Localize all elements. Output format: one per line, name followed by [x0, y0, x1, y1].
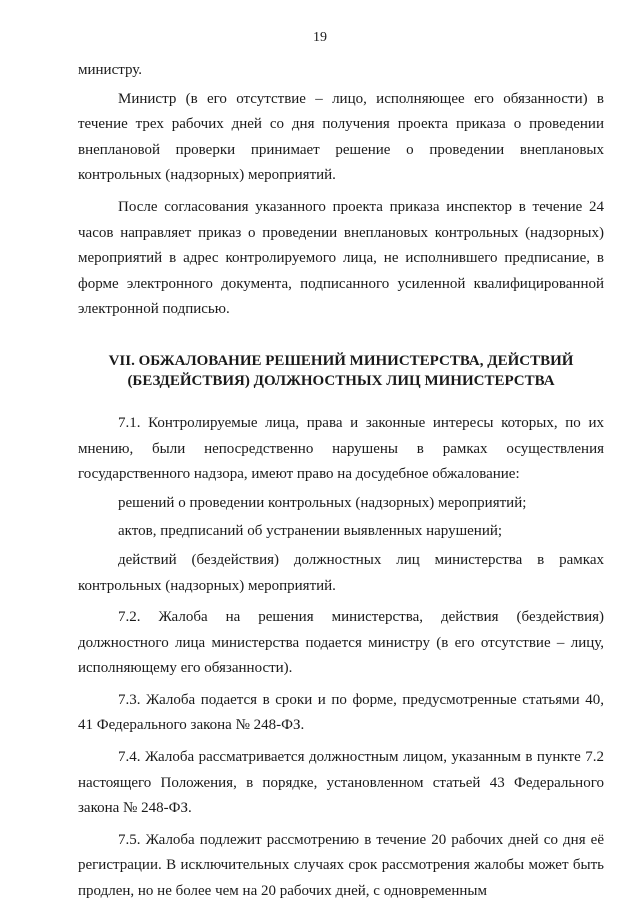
paragraph: Министр (в его отсутствие – лицо, исполняющее его обязанности) в течение трех рабочих дней со дня получения проекта приказа о проведении внеплановой проверки принимает решение о проведении внеплановых контрольных (надзорных) мероприятий.	[78, 90, 604, 184]
paragraph: 7.2. Жалоба на решения министерства, действия (бездействия) должностного лица министерства подается министру (в его отсутствие – лицу, исполняющему его обязанности).	[78, 609, 604, 677]
paragraph: министру.	[78, 62, 143, 78]
paragraph: 7.4. Жалоба рассматривается должностным лицом, указанным в пункте 7.2 настоящего Положения, в порядке, установленном статьей 43 Федерального закона № 248-ФЗ.	[78, 749, 604, 817]
section-heading-line2: (БЕЗДЕЙСТВИЯ) ДОЛЖНОСТНЫХ ЛИЦ МИНИСТЕРСТВА	[127, 372, 555, 389]
paragraph: 7.5. Жалоба подлежит рассмотрению в течение 20 рабочих дней со дня её регистрации. В исключительных случаях срок рассмотрения жалобы может быть продлен, но не более чем на 20 рабочих дней, с одновременным	[78, 831, 604, 900]
section-heading	[78, 351, 604, 391]
paragraph: 7.3. Жалоба подается в сроки и по форме, предусмотренные статьями 40, 41 Федерального закона № 248-ФЗ.	[78, 691, 604, 734]
list-item: действий (бездействия) должностных лиц министерства в рамках контрольных (надзорных) мероприятий.	[78, 551, 604, 594]
document-body	[78, 58, 604, 905]
list-item: актов, предписаний об устранении выявленных нарушений;	[118, 523, 503, 540]
page-number: 19	[313, 30, 327, 45]
paragraph: 7.1. Контролируемые лица, права и законные интересы которых, по их мнению, были непосредственно нарушены в рамках осуществления государственного надзора, имеют право на досудебное обжалование:	[78, 414, 604, 483]
section-heading-line1: VII. ОБЖАЛОВАНИЕ РЕШЕНИЙ МИНИСТЕРСТВА, ДЕЙСТВИЙ	[108, 352, 574, 369]
list-item: решений о проведении контрольных (надзорных) мероприятий;	[118, 494, 527, 511]
paragraph: После согласования указанного проекта приказа инспектор в течение 24 часов направляет приказ о проведении внеплановых контрольных (надзорных) мероприятий в адрес контролируемого лица, не исполнившего предписание, в форме электронного документа, подписанного усиленной квалифицированной электронной подписью.	[78, 198, 604, 318]
